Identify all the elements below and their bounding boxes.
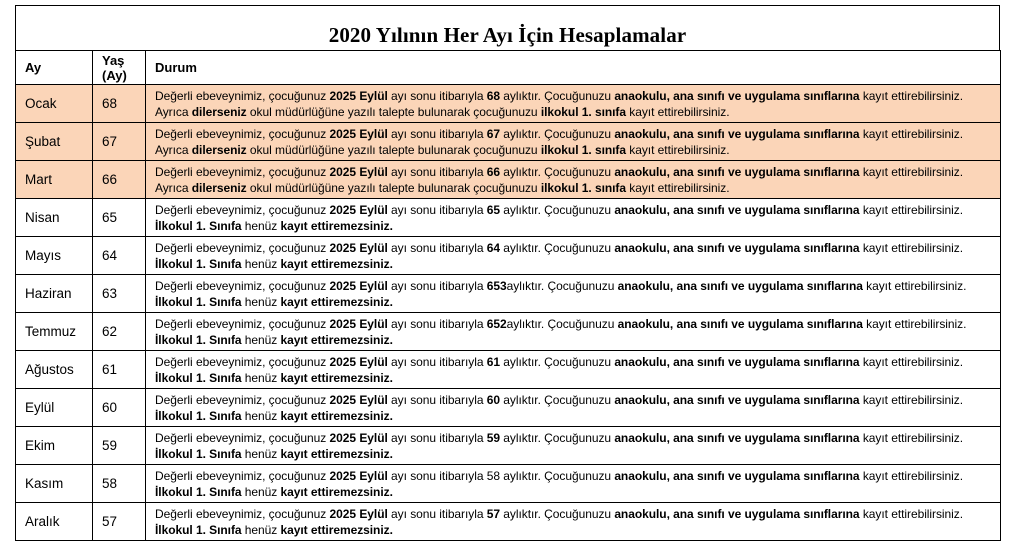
- status-mid: ayı sonu itibarıyla: [387, 126, 487, 141]
- status-kayit: kayıt ettirebilirsiniz.: [862, 278, 967, 293]
- status-kayit: kayıt ettirebilirsiniz.: [859, 126, 964, 141]
- status-schools: anaokulu, ana sınıfı ve uygulama sınıflarına: [614, 354, 860, 369]
- status-also: Ayrıca: [155, 180, 192, 195]
- status-cell: [146, 85, 1001, 123]
- status-aylik: aylıktır. Çocuğunuzu: [506, 278, 618, 293]
- age-cell: [93, 123, 146, 161]
- status-year-month: 2025 Eylül: [329, 354, 388, 369]
- status-yet: henüz: [241, 294, 281, 309]
- status-yet: henüz: [241, 484, 281, 499]
- age-months: 66: [102, 171, 118, 187]
- status-mid: ayı sonu itibarıyla: [387, 430, 487, 445]
- status-grade1: İlkokul 1. Sınıfa: [155, 522, 242, 537]
- month-name: Ocak: [25, 95, 57, 111]
- status-schools: anaokulu, ana sınıfı ve uygulama sınıflarına: [614, 202, 860, 217]
- age-cell: [93, 275, 146, 313]
- status-schools: anaokulu, ana sınıfı ve uygulama sınıflarına: [614, 468, 860, 483]
- status-dilerseniz: dilerseniz: [191, 142, 247, 157]
- age-months: 60: [102, 399, 118, 415]
- status-aylik: aylıktır. Çocuğunuzu: [500, 354, 615, 369]
- age-months: 58: [102, 475, 118, 491]
- status-mid: ayı sonu itibarıyla: [387, 278, 487, 293]
- header-durum: [146, 51, 1001, 85]
- status-year-month: 2025 Eylül: [329, 316, 388, 331]
- status-intro: Değerli ebeveynimiz, çocuğunuz: [155, 164, 330, 179]
- month-name: Eylül: [25, 399, 55, 415]
- status-aylik: aylıktır. Çocuğunuzu: [500, 392, 615, 407]
- age-cell: [93, 85, 146, 123]
- status-mid: ayı sonu itibarıyla: [387, 316, 487, 331]
- status-mid: ayı sonu itibarıyla: [387, 240, 487, 255]
- status-cell: [146, 389, 1001, 427]
- status-cannot: kayıt ettiremezsiniz.: [280, 408, 393, 423]
- status-aylik: aylıktır. Çocuğunuzu: [500, 468, 615, 483]
- status-grade1: İlkokul 1. Sınıfa: [155, 294, 242, 309]
- month-name: Aralık: [25, 513, 60, 529]
- status-aylik: aylıktır. Çocuğunuzu: [506, 316, 618, 331]
- status-months: 65: [486, 202, 501, 217]
- status-also: Ayrıca: [155, 142, 192, 157]
- status-mid: ayı sonu itibarıyla: [387, 202, 487, 217]
- status-aylik: aylıktır. Çocuğunuzu: [500, 164, 615, 179]
- table-row: [16, 275, 1001, 313]
- status-months: 60: [486, 392, 501, 407]
- status-cannot: kayıt ettiremezsiniz.: [280, 332, 393, 347]
- month-cell: [16, 465, 93, 503]
- status-intro: Değerli ebeveynimiz, çocuğunuz: [155, 506, 330, 521]
- status-intro: Değerli ebeveynimiz, çocuğunuz: [155, 468, 330, 483]
- month-name: Mayıs: [25, 247, 62, 263]
- status-cannot: kayıt ettiremezsiniz.: [280, 256, 393, 271]
- age-cell: [93, 465, 146, 503]
- status-yet: henüz: [241, 408, 281, 423]
- age-cell: [93, 199, 146, 237]
- status-grade1: İlkokul 1. Sınıfa: [155, 218, 242, 233]
- age-months: 61: [102, 361, 118, 377]
- status-aylik: aylıktır. Çocuğunuzu: [500, 202, 615, 217]
- status-schools: anaokulu, ana sınıfı ve uygulama sınıflarına: [614, 164, 860, 179]
- table-row: [16, 465, 1001, 503]
- age-months: 64: [102, 247, 118, 263]
- status-months: 653: [486, 278, 507, 293]
- status-mid: ayı sonu itibarıyla: [387, 88, 487, 103]
- header-yas: [93, 51, 146, 85]
- age-months: 59: [102, 437, 118, 453]
- status-cannot: kayıt ettiremezsiniz.: [280, 446, 393, 461]
- age-months: 57: [102, 513, 118, 529]
- status-intro: Değerli ebeveynimiz, çocuğunuz: [155, 126, 330, 141]
- month-name: Ağustos: [25, 361, 74, 377]
- month-name: Mart: [25, 171, 52, 187]
- status-schools: anaokulu, ana sınıfı ve uygulama sınıflarına: [614, 430, 860, 445]
- month-cell: [16, 85, 93, 123]
- status-yet: henüz: [241, 446, 281, 461]
- status-kayit: kayıt ettirebilirsiniz.: [862, 316, 967, 331]
- status-also: Ayrıca: [155, 104, 192, 119]
- status-kayit: kayıt ettirebilirsiniz.: [859, 430, 964, 445]
- status-months: 66: [486, 164, 501, 179]
- age-cell: [93, 237, 146, 275]
- status-request: okul müdürlüğüne yazılı talepte bulunarak çocuğunuzu: [246, 104, 541, 119]
- status-cannot: kayıt ettiremezsiniz.: [280, 370, 393, 385]
- table-row: [16, 389, 1001, 427]
- status-months: 59: [486, 430, 501, 445]
- status-cell: [146, 161, 1001, 199]
- status-grade1: ilkokul 1. sınıfa: [540, 104, 626, 119]
- status-months: 61: [486, 354, 501, 369]
- status-year-month: 2025 Eylül: [329, 240, 388, 255]
- status-request: okul müdürlüğüne yazılı talepte bulunarak çocuğunuzu: [246, 180, 541, 195]
- status-grade1: İlkokul 1. Sınıfa: [155, 408, 242, 423]
- status-kayit: kayıt ettirebilirsiniz.: [859, 392, 964, 407]
- status-grade1: İlkokul 1. Sınıfa: [155, 332, 242, 347]
- page-title: 2020 Yılının Her Ayı İçin Hesaplamalar: [328, 23, 687, 47]
- status-schools: anaokulu, ana sınıfı ve uygulama sınıflarına: [617, 316, 863, 331]
- status-months: 67: [486, 126, 501, 141]
- status-schools: anaokulu, ana sınıfı ve uygulama sınıflarına: [614, 126, 860, 141]
- status-kayit-end: kayıt ettirebilirsiniz.: [626, 142, 730, 157]
- status-intro: Değerli ebeveynimiz, çocuğunuz: [155, 278, 330, 293]
- status-intro: Değerli ebeveynimiz, çocuğunuz: [155, 240, 330, 255]
- status-cannot: kayıt ettiremezsiniz.: [280, 294, 393, 309]
- status-kayit: kayıt ettirebilirsiniz.: [859, 202, 964, 217]
- table-row: [16, 85, 1001, 123]
- status-months: 652: [486, 316, 507, 331]
- status-cannot: kayıt ettiremezsiniz.: [280, 522, 393, 537]
- month-name: Temmuz: [25, 323, 77, 339]
- month-cell: [16, 123, 93, 161]
- status-aylik: aylıktır. Çocuğunuzu: [500, 506, 615, 521]
- age-cell: [93, 351, 146, 389]
- month-name: Haziran: [25, 285, 72, 301]
- table-body: [16, 85, 1001, 541]
- status-year-month: 2025 Eylül: [329, 202, 388, 217]
- status-dilerseniz: dilerseniz: [191, 104, 247, 119]
- age-cell: [93, 427, 146, 465]
- age-months: 62: [102, 323, 118, 339]
- month-cell: [16, 313, 93, 351]
- status-kayit: kayıt ettirebilirsiniz.: [859, 88, 964, 103]
- status-intro: Değerli ebeveynimiz, çocuğunuz: [155, 430, 330, 445]
- month-cell: [16, 275, 93, 313]
- status-schools: anaokulu, ana sınıfı ve uygulama sınıflarına: [617, 278, 863, 293]
- status-aylik: aylıktır. Çocuğunuzu: [500, 88, 615, 103]
- month-name: Nisan: [25, 209, 60, 225]
- status-year-month: 2025 Eylül: [329, 392, 388, 407]
- status-intro: Değerli ebeveynimiz, çocuğunuz: [155, 392, 330, 407]
- month-cell: [16, 199, 93, 237]
- status-year-month: 2025 Eylül: [329, 126, 388, 141]
- header-yas-unit: (Ay): [102, 67, 127, 83]
- table-row: [16, 503, 1001, 541]
- age-cell: [93, 313, 146, 351]
- header-ay: [16, 51, 93, 85]
- status-months: 64: [486, 240, 501, 255]
- month-name: Şubat: [25, 133, 61, 149]
- status-year-month: 2025 Eylül: [329, 506, 388, 521]
- header-row: [16, 51, 1001, 85]
- status-months: 57: [486, 506, 501, 521]
- status-intro: Değerli ebeveynimiz, çocuğunuz: [155, 88, 330, 103]
- header-yas-label: Yaş: [102, 52, 125, 68]
- status-year-month: 2025 Eylül: [329, 430, 388, 445]
- status-year-month: 2025 Eylül: [329, 468, 388, 483]
- header-durum-label: Durum: [155, 59, 197, 75]
- status-cell: [146, 465, 1001, 503]
- status-cell: [146, 275, 1001, 313]
- status-kayit-end: kayıt ettirebilirsiniz.: [626, 104, 730, 119]
- status-grade1: ilkokul 1. sınıfa: [540, 142, 626, 157]
- table-row: [16, 123, 1001, 161]
- status-grade1: İlkokul 1. Sınıfa: [155, 446, 242, 461]
- status-yet: henüz: [241, 218, 281, 233]
- age-months: 67: [102, 133, 118, 149]
- month-cell: [16, 427, 93, 465]
- status-yet: henüz: [241, 522, 281, 537]
- status-yet: henüz: [241, 256, 281, 271]
- status-yet: henüz: [241, 370, 281, 385]
- status-grade1: İlkokul 1. Sınıfa: [155, 256, 242, 271]
- month-name: Ekim: [25, 437, 55, 453]
- month-name: Kasım: [25, 475, 64, 491]
- table-row: [16, 427, 1001, 465]
- month-cell: [16, 389, 93, 427]
- status-year-month: 2025 Eylül: [329, 164, 388, 179]
- status-kayit: kayıt ettirebilirsiniz.: [859, 506, 964, 521]
- status-schools: anaokulu, ana sınıfı ve uygulama sınıflarına: [614, 506, 860, 521]
- status-intro: Değerli ebeveynimiz, çocuğunuz: [155, 202, 330, 217]
- status-cannot: kayıt ettiremezsiniz.: [280, 218, 393, 233]
- status-kayit: kayıt ettirebilirsiniz.: [859, 240, 964, 255]
- status-grade1: İlkokul 1. Sınıfa: [155, 484, 242, 499]
- status-kayit: kayıt ettirebilirsiniz.: [859, 354, 964, 369]
- status-mid: ayı sonu itibarıyla: [387, 468, 487, 483]
- status-months: 68: [486, 88, 501, 103]
- status-mid: ayı sonu itibarıyla: [387, 164, 487, 179]
- status-year-month: 2025 Eylül: [329, 278, 388, 293]
- status-request: okul müdürlüğüne yazılı talepte bulunarak çocuğunuzu: [246, 142, 541, 157]
- status-mid: ayı sonu itibarıyla: [387, 354, 487, 369]
- status-schools: anaokulu, ana sınıfı ve uygulama sınıflarına: [614, 88, 860, 103]
- age-months: 65: [102, 209, 118, 225]
- status-cell: [146, 237, 1001, 275]
- status-yet: henüz: [241, 332, 281, 347]
- table-row: [16, 237, 1001, 275]
- status-intro: Değerli ebeveynimiz, çocuğunuz: [155, 316, 330, 331]
- age-cell: [93, 161, 146, 199]
- table-row: [16, 313, 1001, 351]
- status-aylik: aylıktır. Çocuğunuzu: [500, 240, 615, 255]
- status-grade1: ilkokul 1. sınıfa: [540, 180, 626, 195]
- month-cell: [16, 351, 93, 389]
- title-cell: [15, 5, 1000, 51]
- status-schools: anaokulu, ana sınıfı ve uygulama sınıflarına: [614, 392, 860, 407]
- month-cell: [16, 161, 93, 199]
- age-months: 68: [102, 95, 118, 111]
- status-cannot: kayıt ettiremezsiniz.: [280, 484, 393, 499]
- status-dilerseniz: dilerseniz: [191, 180, 247, 195]
- age-cell: [93, 389, 146, 427]
- status-kayit: kayıt ettirebilirsiniz.: [859, 468, 964, 483]
- status-cell: [146, 123, 1001, 161]
- table-row: [16, 351, 1001, 389]
- month-cell: [16, 237, 93, 275]
- status-aylik: aylıktır. Çocuğunuzu: [500, 430, 615, 445]
- status-grade1: İlkokul 1. Sınıfa: [155, 370, 242, 385]
- age-months: 63: [102, 285, 118, 301]
- status-cell: [146, 427, 1001, 465]
- status-aylik: aylıktır. Çocuğunuzu: [500, 126, 615, 141]
- month-cell: [16, 503, 93, 541]
- status-kayit-end: kayıt ettirebilirsiniz.: [626, 180, 730, 195]
- status-intro: Değerli ebeveynimiz, çocuğunuz: [155, 354, 330, 369]
- status-year-month: 2025 Eylül: [329, 88, 388, 103]
- status-cell: [146, 313, 1001, 351]
- calculation-table: [15, 50, 1001, 541]
- status-schools: anaokulu, ana sınıfı ve uygulama sınıflarına: [614, 240, 860, 255]
- status-cell: [146, 351, 1001, 389]
- status-cell: [146, 199, 1001, 237]
- age-cell: [93, 503, 146, 541]
- header-ay-label: Ay: [25, 59, 42, 75]
- status-months: 58: [486, 468, 501, 483]
- calculation-document: [15, 5, 1000, 539]
- status-cell: [146, 503, 1001, 541]
- status-mid: ayı sonu itibarıyla: [387, 392, 487, 407]
- status-kayit: kayıt ettirebilirsiniz.: [859, 164, 964, 179]
- status-mid: ayı sonu itibarıyla: [387, 506, 487, 521]
- table-row: [16, 161, 1001, 199]
- table-row: [16, 199, 1001, 237]
